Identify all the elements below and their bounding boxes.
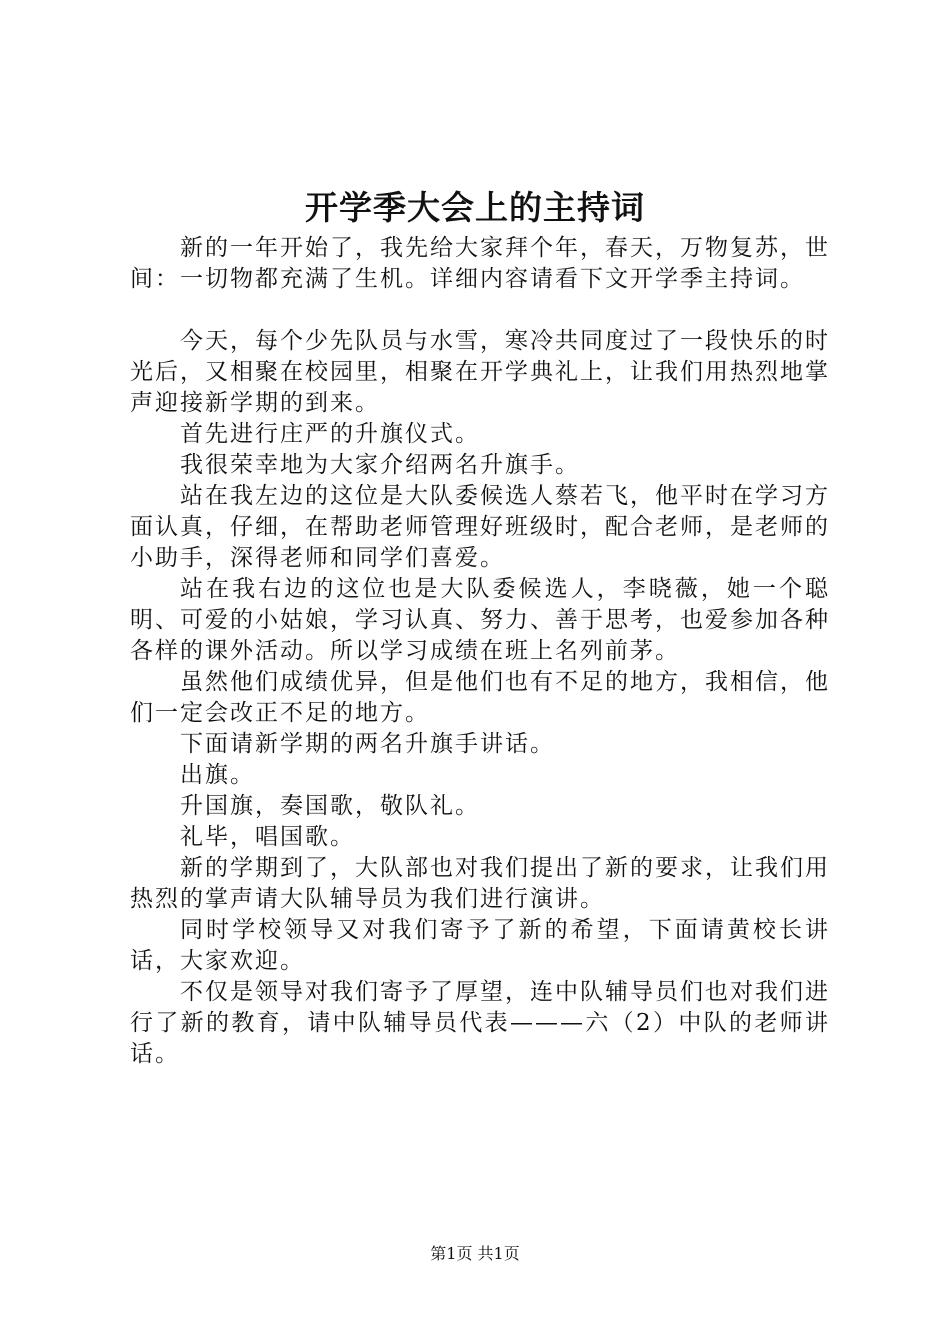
- paragraph-2: 今天，每个少先队员与水雪，寒冷共同度过了一段快乐的时光后，又相聚在校园里，相聚在开学典礼上，让我们用热烈地掌声迎接新学期的到来。: [130, 328, 830, 416]
- paragraph-13: 同时学校领导又对我们寄予了新的希望，下面请黄校长讲话，大家欢迎。: [130, 917, 830, 974]
- paragraph-11: 礼毕，唱国歌。: [180, 824, 355, 850]
- paragraph-6: 站在我右边的这位也是大队委候选人，李晓薇，她一个聪明、可爱的小姑娘，学习认真、努力、善于思考，也爱参加各种各样的课外活动。所以学习成绩在班上名列前茅。: [130, 576, 830, 664]
- paragraph-4: 我很荣幸地为大家介绍两名升旗手。: [180, 452, 580, 478]
- paragraph-3: 首先进行庄严的升旗仪式。: [180, 421, 480, 447]
- document-title: 开学季大会上的主持词: [305, 188, 645, 227]
- paragraph-5: 站在我左边的这位是大队委候选人蔡若飞，他平时在学习方面认真，仔细，在帮助老师管理好班级时，配合老师，是老师的小助手，深得老师和同学们喜爱。: [130, 483, 830, 571]
- paragraph-7: 虽然他们成绩优异，但是他们也有不足的地方，我相信，他们一定会改正不足的地方。: [130, 669, 830, 726]
- paragraph-1: 新的一年开始了，我先给大家拜个年，春天，万物复苏，世间：一切物都充满了生机。详细内容请看下文开学季主持词。: [130, 235, 830, 292]
- paragraph-9: 出旗。: [180, 762, 255, 788]
- document-body: [130, 233, 830, 1070]
- page-footer: 第1页 共1页: [430, 1244, 520, 1263]
- paragraph-10: 升国旗，奏国歌，敬队礼。: [180, 793, 480, 819]
- paragraph-8: 下面请新学期的两名升旗手讲话。: [180, 731, 555, 757]
- paragraph-14: 不仅是领导对我们寄予了厚望，连中队辅导员们也对我们进行了新的教育，请中队辅导员代表———六（2）中队的老师讲话。: [130, 979, 830, 1067]
- paragraph-12: 新的学期到了，大队部也对我们提出了新的要求，让我们用热烈的掌声请大队辅导员为我们进行演讲。: [130, 855, 830, 912]
